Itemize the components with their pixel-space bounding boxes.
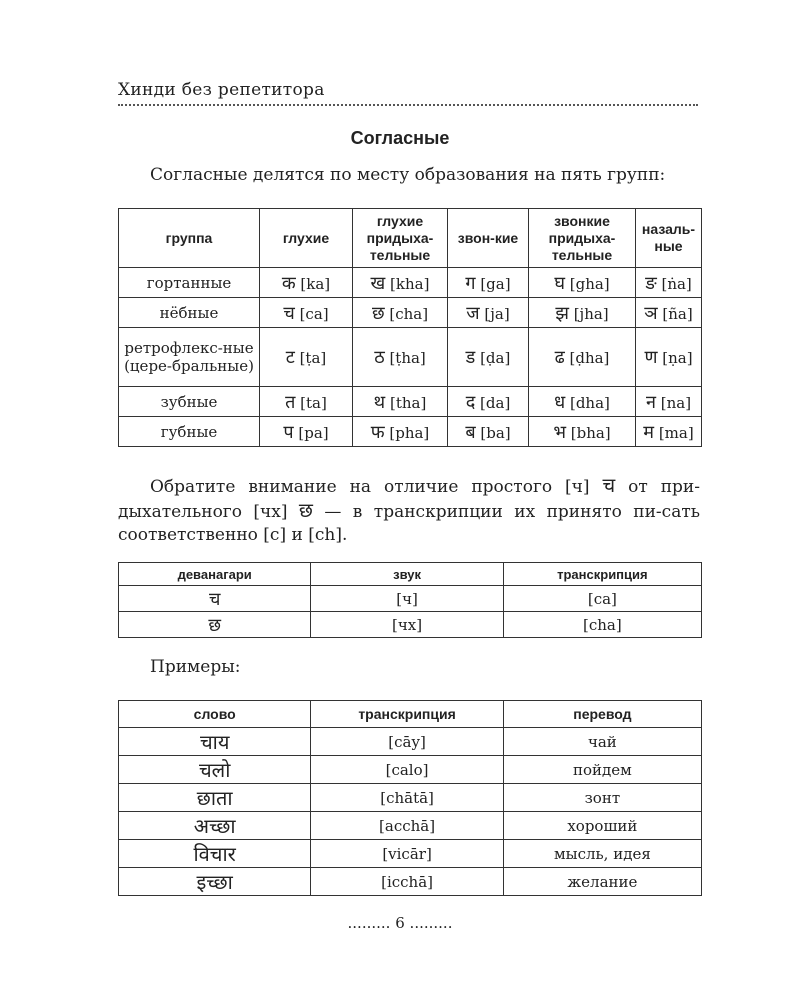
devanagari-letter: ठ — [374, 347, 385, 368]
devanagari-letter: थ — [373, 391, 386, 413]
examples-header-row — [119, 701, 702, 728]
col-header-transcription: транскрипция — [503, 563, 701, 586]
col-header-word: слово — [119, 701, 311, 728]
devanagari-letter: फ — [370, 421, 385, 443]
example-translation: хороший — [503, 812, 701, 840]
letter-transcription: [bha] — [570, 423, 611, 442]
consonant-row — [119, 268, 702, 298]
sound-cyrillic: [ч] — [311, 586, 503, 612]
consonant-cell — [529, 387, 636, 417]
letter-transcription: [kha] — [390, 274, 430, 293]
devanagari-letter: च — [283, 302, 295, 324]
consonant-cell — [636, 387, 702, 417]
examples-label: Примеры: — [150, 657, 241, 677]
sound-cyrillic: [чх] — [311, 612, 503, 638]
devanagari-letter: प — [283, 421, 294, 443]
devanagari-letter: म — [643, 421, 655, 443]
consonant-row — [119, 298, 702, 328]
letter-transcription: [cha] — [389, 304, 429, 323]
example-word: चलो — [119, 756, 311, 784]
page-number-value: 6 — [395, 914, 405, 932]
consonant-cell — [529, 328, 636, 387]
aspiration-note — [118, 474, 700, 547]
devanagari-letter: ङ — [645, 272, 657, 294]
example-transcription: [chātā] — [311, 784, 503, 812]
devanagari-letter: द — [465, 391, 476, 413]
devanagari-letter: त — [285, 391, 296, 413]
letter-transcription: [tha] — [389, 393, 427, 412]
letter-transcription: [dha] — [569, 393, 610, 412]
example-word: इच्छा — [119, 868, 311, 896]
example-word: अच्छा — [119, 812, 311, 840]
group-name: губные — [119, 417, 260, 447]
intro-paragraph: Согласные делятся по месту образования на пять групп: — [150, 165, 666, 185]
letter-transcription: [ka] — [300, 274, 331, 293]
example-translation: желание — [503, 868, 701, 896]
example-transcription: [vicār] — [311, 840, 503, 868]
letter-transcription: [gha] — [569, 274, 610, 293]
note-text-2: от при-дыхательного [чх] — [118, 477, 700, 522]
consonant-cell — [260, 328, 353, 387]
devanagari-letter: ड — [465, 347, 476, 368]
consonant-cell — [448, 417, 529, 447]
devanagari-letter: ढ — [554, 347, 565, 368]
letter-transcription: [ṅa] — [661, 274, 692, 293]
consonant-row — [119, 417, 702, 447]
consonant-cell — [448, 298, 529, 328]
devanagari-letter: च — [119, 586, 311, 612]
col-header-voiceless-aspirated: глухие придыха-тельные — [353, 209, 448, 268]
header-dotted-rule — [118, 104, 698, 106]
consonant-cell — [636, 268, 702, 298]
col-header-voiced: звон-кие — [448, 209, 529, 268]
letter-transcription: [pa] — [298, 423, 329, 442]
example-word: विचार — [119, 840, 311, 868]
note-text-1: Обратите внимание на отличие простого [ч] — [150, 477, 603, 497]
col-header-sound: звук — [311, 563, 503, 586]
devanagari-letter: ज — [466, 302, 480, 324]
devanagari-letter: ब — [465, 421, 476, 443]
letter-transcription: [ma] — [658, 423, 694, 442]
note-text-3: — в транскрипции их принято пи-сать соответственно [c] и [ch]. — [118, 502, 700, 545]
consonant-cell — [353, 387, 448, 417]
devanagari-letter: ण — [644, 347, 658, 368]
consonant-cell — [529, 417, 636, 447]
consonant-cell — [260, 268, 353, 298]
devanagari-letter: क — [281, 272, 296, 294]
devanagari-letter: घ — [554, 272, 565, 294]
consonant-cell — [448, 268, 529, 298]
group-name: гортанные — [119, 268, 260, 298]
letter-transcription: [ṭha] — [389, 349, 426, 367]
example-transcription: [acchā] — [311, 812, 503, 840]
devanagari-letter: छ — [371, 302, 385, 324]
consonant-cell — [448, 328, 529, 387]
letter-transcription: [ca] — [299, 304, 329, 323]
example-word: छाता — [119, 784, 311, 812]
compare-table — [118, 562, 702, 638]
example-translation: пойдем — [503, 756, 701, 784]
example-row — [119, 868, 702, 896]
letter-transcription: [ña] — [662, 304, 693, 323]
consonant-cell — [260, 387, 353, 417]
col-header-nasal: назаль-ные — [636, 209, 702, 268]
col-header-group: группа — [119, 209, 260, 268]
col-header-voiceless: глухие — [260, 209, 353, 268]
transcription: [cha] — [503, 612, 701, 638]
letter-transcription: [ḍa] — [480, 349, 511, 367]
letter-transcription: [ja] — [484, 304, 510, 323]
example-translation: чай — [503, 728, 701, 756]
col-header-voiced-aspirated: звонкие придыха-тельные — [529, 209, 636, 268]
col-header-translation: перевод — [503, 701, 701, 728]
compare-row — [119, 612, 702, 638]
example-row — [119, 840, 702, 868]
consonant-cell — [636, 298, 702, 328]
letter-transcription: [ḍha] — [569, 349, 610, 367]
col-header-devanagari: деванагари — [119, 563, 311, 586]
example-row — [119, 756, 702, 784]
devanagari-letter: ध — [554, 391, 566, 413]
examples-table — [118, 700, 702, 896]
consonant-row — [119, 387, 702, 417]
example-transcription: [cāy] — [311, 728, 503, 756]
example-word: चाय — [119, 728, 311, 756]
letter-transcription: [ga] — [480, 274, 511, 293]
example-translation: зонт — [503, 784, 701, 812]
consonant-cell — [353, 328, 448, 387]
example-translation: мысль, идея — [503, 840, 701, 868]
page-number: ......... 6 ......... — [347, 914, 453, 932]
group-name: ретрофлекс-ные (цере-бральные) — [119, 328, 260, 387]
letter-transcription: [ta] — [300, 393, 327, 412]
consonant-cell — [353, 298, 448, 328]
consonant-row — [119, 328, 702, 387]
consonant-cell — [353, 268, 448, 298]
devanagari-letter: ञ — [644, 302, 658, 324]
example-transcription: [icchā] — [311, 868, 503, 896]
devanagari-letter: झ — [555, 302, 569, 324]
consonant-cell — [448, 387, 529, 417]
example-row — [119, 784, 702, 812]
consonant-cell — [529, 298, 636, 328]
section-title: Согласные — [350, 128, 450, 148]
example-transcription: [calo] — [311, 756, 503, 784]
letter-transcription: [ṇa] — [662, 349, 693, 367]
note-char-ca: च — [602, 473, 616, 497]
consonant-cell — [260, 417, 353, 447]
example-row — [119, 728, 702, 756]
consonant-cell — [353, 417, 448, 447]
letter-transcription: [jha] — [573, 304, 609, 323]
devanagari-letter: छ — [119, 612, 311, 638]
devanagari-letter: न — [645, 391, 656, 413]
consonants-header-row — [119, 209, 702, 268]
devanagari-letter: ट — [285, 347, 295, 368]
running-head: Хинди без репетитора — [118, 80, 325, 100]
col-header-example-transcription: транскрипция — [311, 701, 503, 728]
example-row — [119, 812, 702, 840]
letter-transcription: [pha] — [389, 423, 430, 442]
compare-row — [119, 586, 702, 612]
devanagari-letter: ख — [370, 272, 386, 294]
consonants-table — [118, 208, 702, 447]
consonant-cell — [636, 417, 702, 447]
compare-header-row — [119, 563, 702, 586]
letter-transcription: [ba] — [480, 423, 511, 442]
transcription: [ca] — [503, 586, 701, 612]
devanagari-letter: ग — [465, 272, 476, 294]
consonant-cell — [529, 268, 636, 298]
note-char-cha: छ — [298, 498, 313, 522]
letter-transcription: [ṭa] — [299, 349, 327, 367]
consonant-cell — [260, 298, 353, 328]
group-name: нёбные — [119, 298, 260, 328]
consonant-cell — [636, 328, 702, 387]
letter-transcription: [na] — [660, 393, 692, 412]
letter-transcription: [da] — [480, 393, 511, 412]
devanagari-letter: भ — [553, 421, 566, 443]
group-name: зубные — [119, 387, 260, 417]
